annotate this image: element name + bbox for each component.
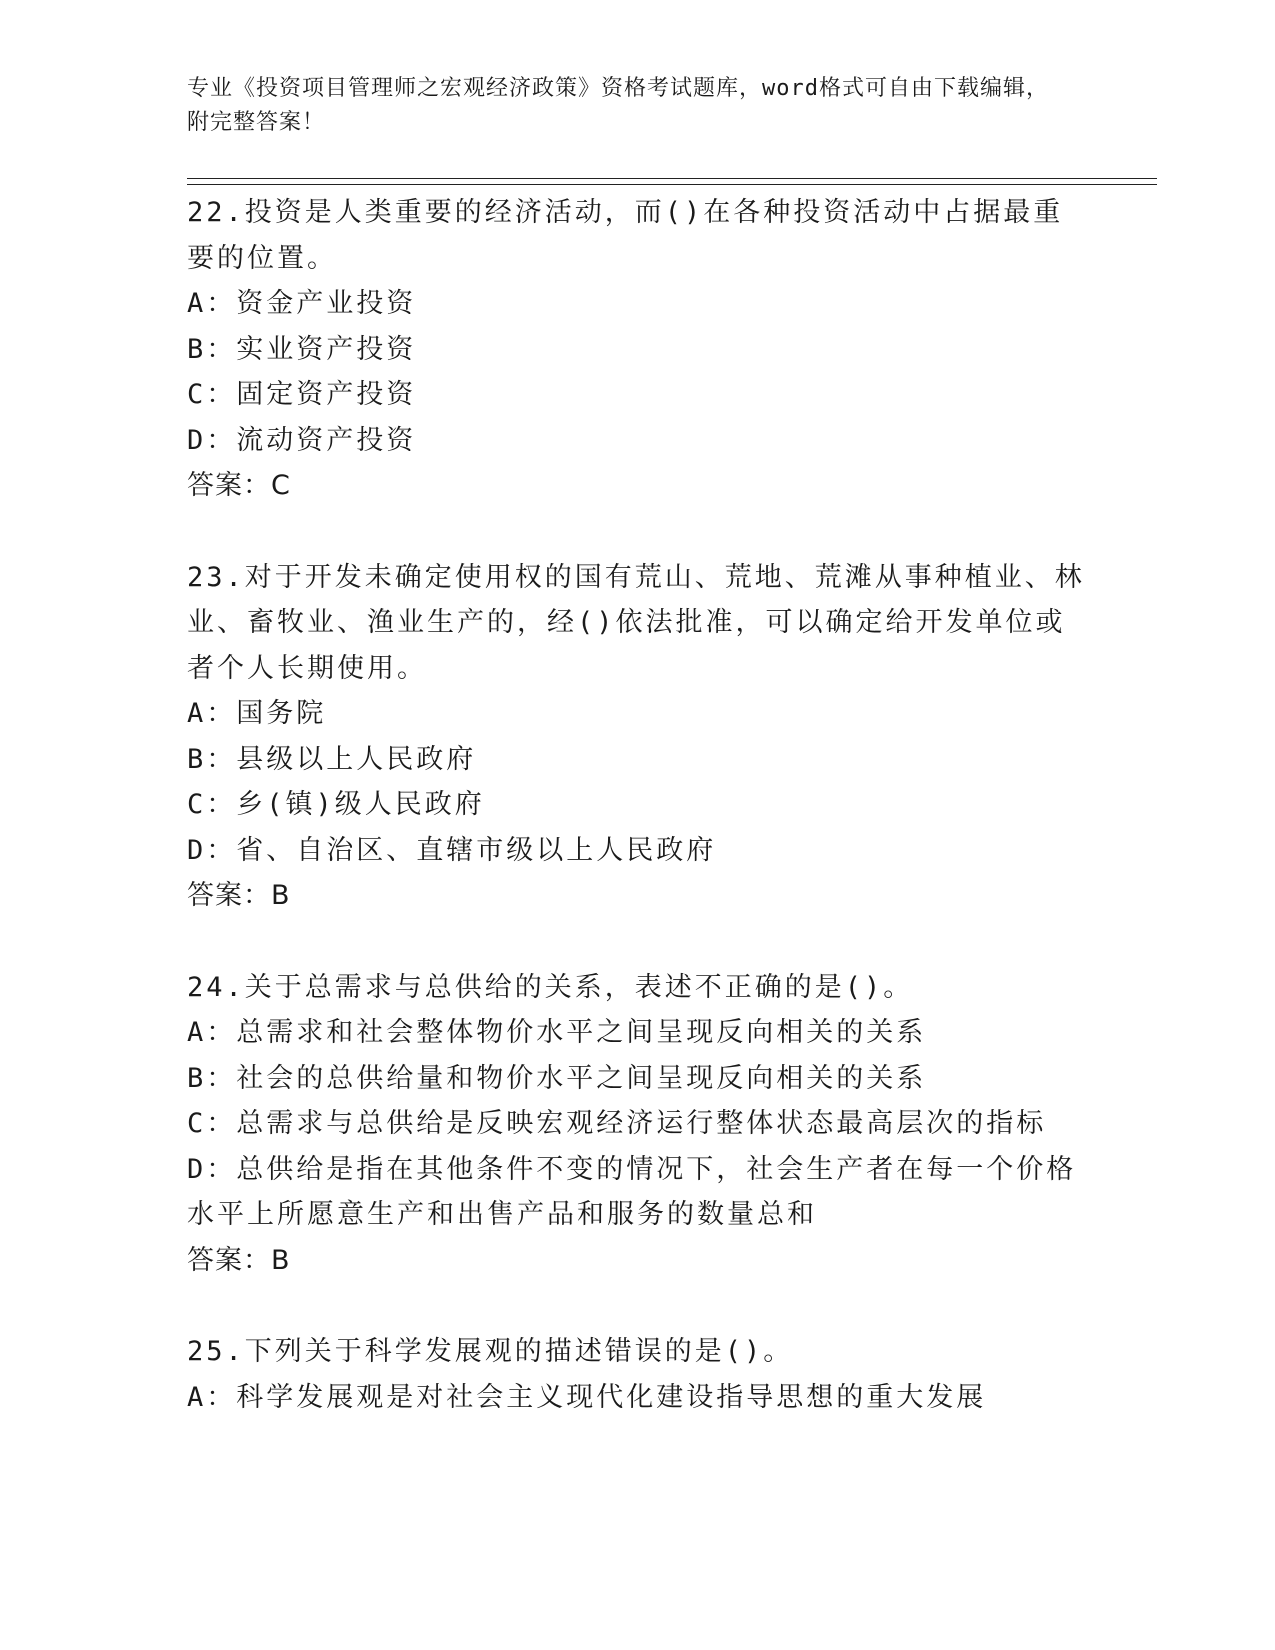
answer-line: 答案：B [187,880,291,911]
option-d: D：总供给是指在其他条件不变的情况下，社会生产者在每一个价格水平上所愿意生产和出售产品和服务的数量总和 [187,1153,1077,1230]
question-stem: 24.关于总需求与总供给的关系，表述不正确的是()。 [187,971,914,1003]
answer-line: 答案：C [187,470,291,501]
question-22 [187,190,1087,509]
option-d: D：省、自治区、直辖市级以上人民政府 [187,834,717,866]
header-rule-bottom [187,184,1157,185]
option-b: B：实业资产投资 [187,333,417,365]
question-stem: 25.下列关于科学发展观的描述错误的是()。 [187,1336,794,1367]
question-24 [187,965,1087,1284]
question-25 [187,1329,1087,1420]
option-a: A：国务院 [187,698,327,729]
option-c: C：乡(镇)级人民政府 [187,789,485,820]
option-a: A：总需求和社会整体物价水平之间呈现反向相关的关系 [187,1017,927,1048]
option-c: C：固定资产投资 [187,379,417,410]
question-list [187,190,1087,1466]
option-d: D：流动资产投资 [187,424,417,456]
header-rule-top [187,178,1157,179]
question-stem: 23.对于开发未确定使用权的国有荒山、荒地、荒滩从事种植业、林业、畜牧业、渔业生产的，经()依法批准，可以确定给开发单位或者个人长期使用。 [187,561,1085,684]
option-b: B：县级以上人民政府 [187,743,477,775]
document-header: 专业《投资项目管理师之宏观经济政策》资格考试题库，word格式可自由下载编辑，附完整答案！ [187,76,1049,135]
option-c: C：总需求与总供给是反映宏观经济运行整体状态最高层次的指标 [187,1108,1047,1139]
question-stem: 22.投资是人类重要的经济活动，而()在各种投资活动中占据最重要的位置。 [187,197,1064,274]
option-a: A：科学发展观是对社会主义现代化建设指导思想的重大发展 [187,1381,987,1413]
answer-line: 答案：B [187,1244,291,1276]
option-a: A：资金产业投资 [187,288,417,319]
option-b: B：社会的总供给量和物价水平之间呈现反向相关的关系 [187,1062,927,1094]
question-23 [187,555,1087,919]
